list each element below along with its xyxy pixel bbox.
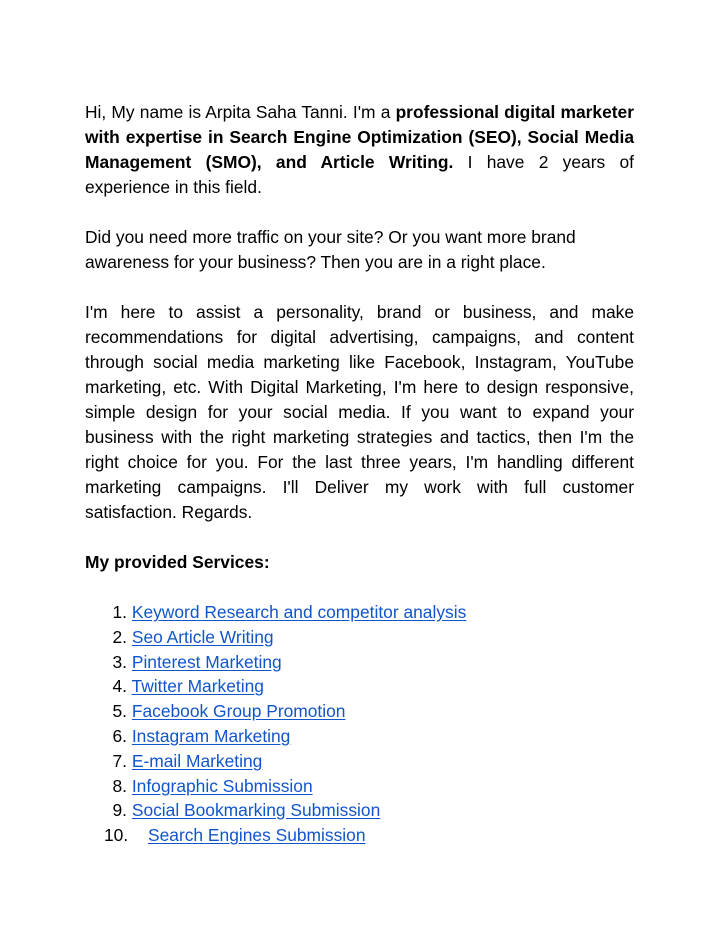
list-item bbox=[85, 699, 634, 724]
service-link[interactable]: Instagram Marketing bbox=[131, 725, 291, 746]
list-number: 8. bbox=[112, 775, 127, 796]
list-number: 9. bbox=[112, 800, 127, 821]
list-number: 5. bbox=[112, 701, 127, 722]
list-item bbox=[85, 650, 634, 675]
services-list bbox=[85, 600, 634, 848]
service-link[interactable]: Pinterest Marketing bbox=[131, 651, 282, 672]
assist-paragraph: I'm here to assist a personality, brand or business, and make recommendations for digital advertising, campaigns, and content through social media marketing like Facebook, Instagram, YouTube marketing, etc. With Digital Marketing, I'm here to design responsive, simple design for your social media. If you want to expand your business with the right marketing strategies and tactics, then I'm the right choice for you. For the last three years, I'm handling different marketing campaigns. I'll Deliver my work with full customer satisfaction. Regards. bbox=[85, 302, 634, 522]
intro-paragraph bbox=[85, 100, 634, 200]
intro-text-end: I have 2 years of experience in this field. bbox=[85, 152, 634, 197]
list-number: 7. bbox=[112, 750, 127, 771]
list-item bbox=[85, 600, 634, 625]
service-link[interactable]: Facebook Group Promotion bbox=[131, 701, 346, 722]
list-number: 3. bbox=[112, 651, 127, 672]
list-number: 6. bbox=[112, 725, 127, 746]
list-item bbox=[85, 749, 634, 774]
service-link[interactable]: Infographic Submission bbox=[131, 775, 313, 796]
intro-text-start: Hi, My name is Arpita Saha Tanni. I'm a bbox=[85, 102, 396, 122]
list-item bbox=[85, 798, 634, 823]
question-paragraph: Did you need more traffic on your site? Or you want more brand awareness for your business? Then you are in a right place. bbox=[85, 227, 576, 272]
services-heading: My provided Services: bbox=[85, 552, 270, 572]
service-link[interactable]: Keyword Research and competitor analysis bbox=[131, 602, 467, 622]
service-link[interactable]: Twitter Marketing bbox=[131, 676, 264, 697]
service-link[interactable]: E-mail Marketing bbox=[131, 750, 263, 771]
service-link[interactable]: Social Bookmarking Submission bbox=[131, 800, 381, 821]
document-page bbox=[85, 100, 634, 848]
list-item bbox=[85, 823, 634, 848]
service-link[interactable]: Seo Article Writing bbox=[131, 626, 274, 647]
service-link[interactable]: Search Engines Submission bbox=[148, 825, 366, 846]
list-number: 2. bbox=[112, 626, 127, 647]
intro-bold-expertise: professional digital marketer with expertise in Search Engine Optimization (SEO), Social Media Management (SMO), and Article Writing. bbox=[85, 102, 634, 172]
list-number: 4. bbox=[112, 676, 127, 697]
list-item bbox=[85, 724, 634, 749]
list-item bbox=[85, 774, 634, 799]
list-item bbox=[85, 625, 634, 650]
list-number: 1. bbox=[112, 602, 127, 622]
list-item bbox=[85, 674, 634, 699]
list-number: 10. bbox=[104, 825, 129, 846]
